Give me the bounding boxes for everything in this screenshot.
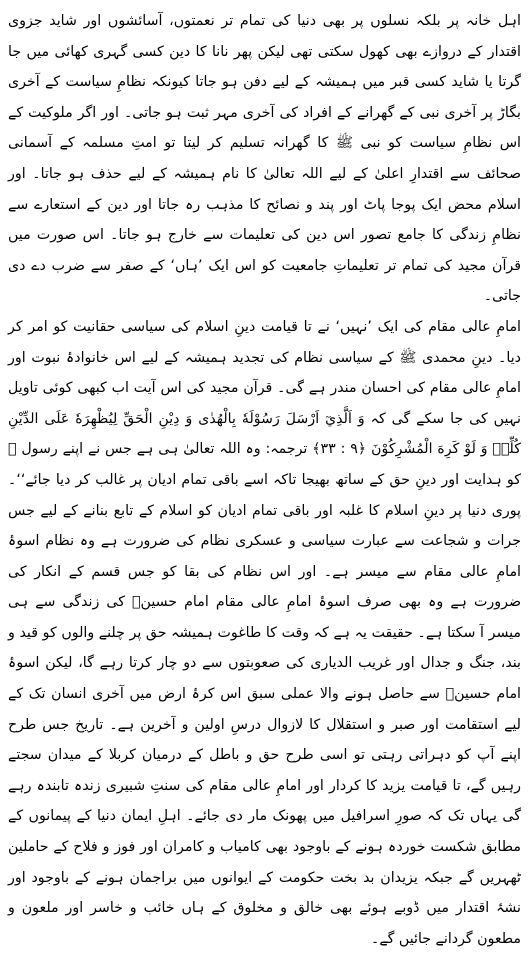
quran-verse: وَ اَلَّذِيٓ اَرْسَلَ رَسُوْلَهٗ بِالْهُدٰى وَ دِيْنِ الْحَقِّ لِيُظْهِرَهٗ عَلَى الدِّيْنِ كُلِّهٖ وَ لَوْ كَرِهَ الْمُشْرِكُوْنَ [8,410,521,458]
paragraph-3-text: ترجمہ: وہ اللہ تعالیٰ ہی ہے جس نے اپنے رسول ﷺ کو ہدایت اور دینِ حق کے ساتھ بھیجا تاکہ اسے باقی تمام ادیان پر غالب کر دیا جائے‘‘۔ پوری دنیا پر دینِ اسلام کا غلبہ اور باقی تمام ادیان کو اسلام کے تابع بنانے کے لیے جس جرات و شجاعت سے عبارت سیاسی و عسکری نظام کی ضرورت ہے وہ نظام اسوۂ امامِ عالی مقام سے میسر ہے۔ اور اس نظام کی بقا کو جس قسم کے انکار کی ضرورت ہے وہ بھی صرف اسوۂ امامِ عالی مقام امام حسینؓ کی زندگی سے ہی میسر آ سکتا ہے۔ حقیقت یہ ہے کہ وقت کا طاغوت ہمیشہ حق پر چلنے والوں کو قید و بند، جنگ و جدال اور غریب الدیاری کی صعوبتوں سے دو چار کرتا رہے گا، لیکن اسوۂ امام حسینؓ سے حاصل ہونے والا عملی سبق اس کرۂ ارض میں آخری انسان تک کے لیے استقامت اور صبر و استقلال کا لازوال درسِ اولین و آخرین ہے۔ تاریخ جس طرح اپنے آپ کو دہراتی رہتی تو اسی طرح حق و باطل کے درمیان کربلا کے میدان سجتے رہیں گے، تا قیامت یزید کا کردار اور امامِ عالی مقام کی سنتِ شبیری زندہ تابندہ رہے گی یہاں تک کہ صورِ اسرافیل میں پھونک مار دی جائے۔ اہلِ ایمان دنیا کے پیمانوں کے مطابق شکست خوردہ ہونے کے باوجود بھی کامیاب و کامران اور فوز و فلاح کے حاملین ٹھہریں گے جبکہ یزیدان بد بخت حکومت کے ایوانوں میں براجمان ہونے کے باوجود اور نشۂ اقتدار میں ڈوبے ہوئے بھی خالق و مخلوق کے ہاں خائب و خاسر اور ملعون و مطعون گردانے جائیں گے۔ [8,441,521,947]
paragraph-2 [8,312,521,954]
verse-reference: ﴿۹ : ۳۳﴾ [312,441,367,458]
paragraph-2-text: امامِ عالی مقام کی ایک ’نہیں‘ نے تا قیامت دینِ اسلام کی سیاسی حقانیت کو امر کر دیا۔ دینِ محمدی ﷺ کے سیاسی نظام کی تجدید ہمیشہ کے لیے اس خانوادۂ نبوت اور امامِ عالی مقام کی احسان مندر ہے گی۔ قرآن مجید کی اس آیت اب کبھی کوئی تاویل نہیں کی جا سکے گی کہ [8,318,521,427]
paragraph-1: اہل خانہ پر بلکہ نسلوں پر بھی دنیا کی تمام تر نعمتوں، آسائشوں اور شاید جزوی اقتدار کے دروازے بھی کھول سکتی تھی لیکن پھر نانا کا دین کسی گہری کھائی میں جا گرتا یا شاید کسی قبر میں ہمیشہ کے لیے دفن ہو جاتا کیونکہ نظامِ سیاست کے آخری بگاڑ پر آخری نبی کے گھرانے کے افراد کی آخری مہر ثبت ہو جاتی۔ اور اگر ملوکیت کے اس نظامِ سیاست کو نبی ﷺ کا گھرانہ تسلیم کر لیتا تو امتِ مسلمہ کے آسمانی صحائف سے اقتدارِ اعلیٰ کے لیے اللہ تعالیٰ کا نام ہمیشہ کے لیے حذف ہو جاتا۔ اور اسلام محض ایک پوجا پاٹ اور پند و نصائح کا مذہب رہ جاتا اور دین کے استعارے سے نظامِ زندگی کا جامع تصور اس دین کی تعلیمات سے خارج ہو جاتا۔ اس صورت میں قرآن مجید کی تمام تر تعلیماتِ جامعیت کو اس ایک ’ہاں‘ کے صفر سے ضرب دے دی جاتی۔ [8,13,521,305]
